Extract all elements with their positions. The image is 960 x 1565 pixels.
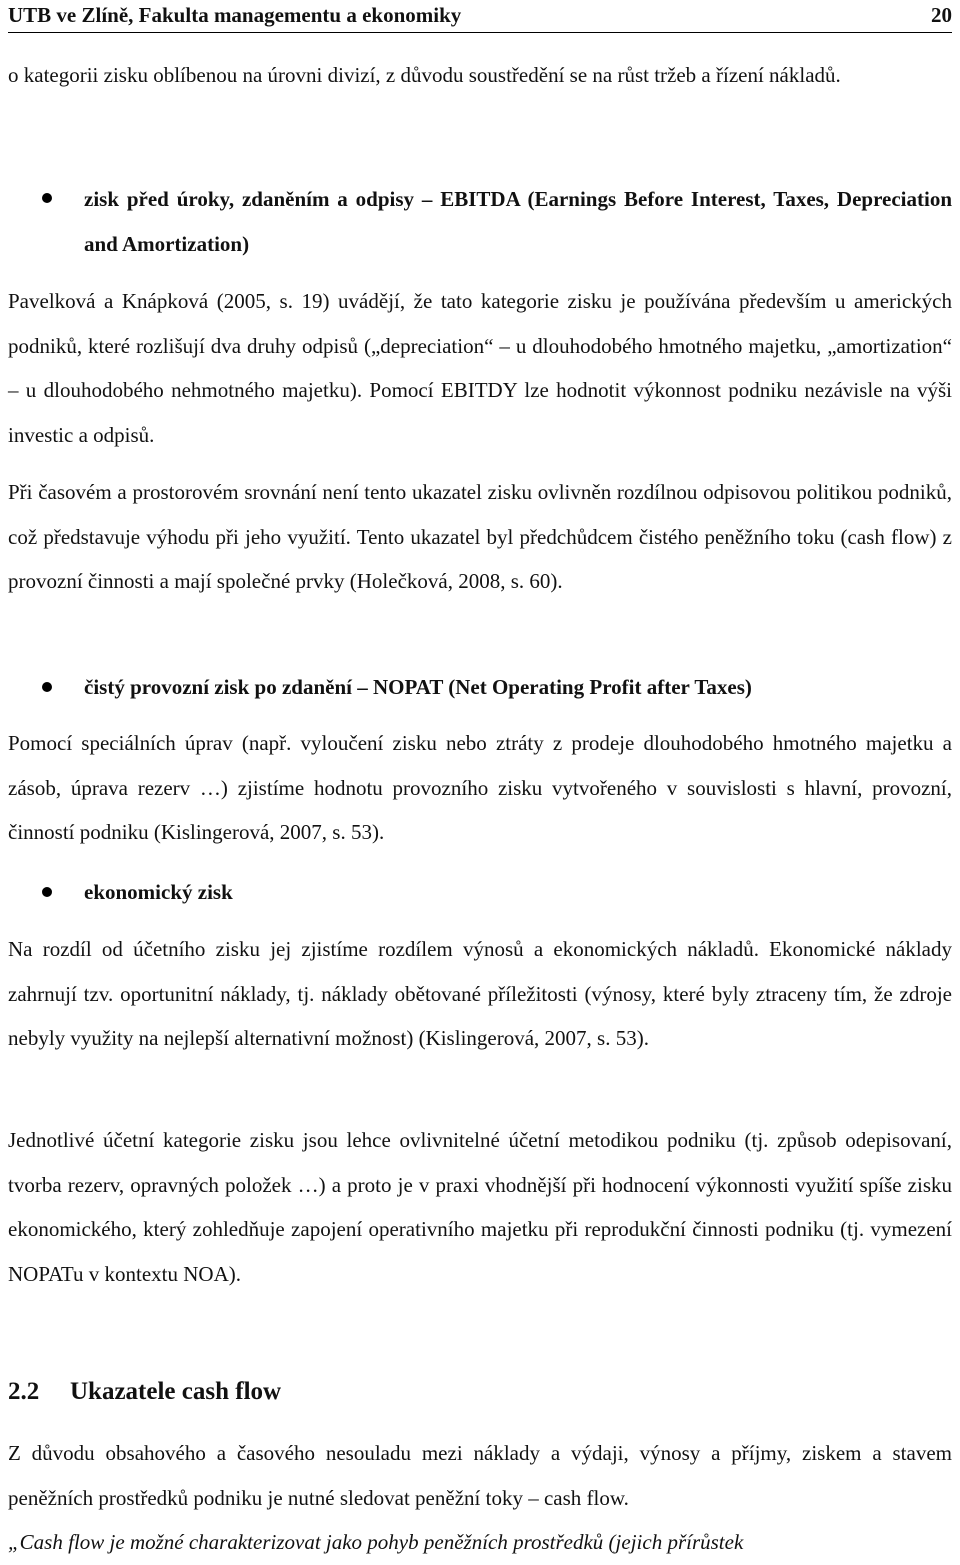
paragraph-1: o kategorii zisku oblíbenou na úrovni divizí, z důvodu soustředění se na růst tržeb a řízení nákladů. bbox=[8, 63, 841, 87]
paragraph-5: Na rozdíl od účetního zisku jej zjistíme rozdílem výnosů a ekonomických nákladů. Ekonomické náklady zahrnují tzv. oportunitní náklady, tj. náklady obětované příležitosti (výnosy, které byly ztraceny tím, že zdroje nebyly využity na nejlepší alternativní možnost) (Kislingerová, 2007, s. 53). bbox=[8, 937, 952, 1050]
page-header bbox=[8, 0, 952, 30]
bullet-ebitda: zisk před úroky, zdaněním a odpisy – EBITDA (Earnings Before Interest, Taxes, Depreciation and Amortization) bbox=[84, 187, 952, 256]
section-heading bbox=[8, 1370, 281, 1414]
bullet-icon bbox=[42, 682, 52, 692]
header-rule bbox=[8, 32, 952, 33]
header-title: UTB ve Zlíně, Fakulta managementu a ekonomiky bbox=[8, 2, 462, 27]
page-number: 20 bbox=[931, 2, 952, 27]
bullet-icon bbox=[42, 193, 52, 203]
paragraph-7: Z důvodu obsahového a časového nesouladu mezi náklady a výdaji, výnosy a příjmy, ziskem a stavem peněžních prostředků podniku je nutné sledovat peněžní toky – cash flow. bbox=[8, 1441, 952, 1510]
bullet-economic-profit: ekonomický zisk bbox=[84, 880, 233, 904]
paragraph-6: Jednotlivé účetní kategorie zisku jsou lehce ovlivnitelné účetní metodikou podniku (tj. způsob odepisovaní, tvorba rezerv, opravných položek …) a proto je v praxi vhodnější při hodnocení výkonnosti využití spíše zisku ekonomického, který zohledňuje zapojení operativního majetku při reprodukční činnosti podniku (tj. vymezení NOPATu v kontextu NOA). bbox=[8, 1128, 952, 1286]
section-number: 2.2 bbox=[8, 1378, 40, 1405]
bullet-icon bbox=[42, 887, 52, 897]
paragraph-4: Pomocí speciálních úprav (např. vyloučení zisku nebo ztráty z prodeje dlouhodobého hmotného majetku a zásob, úprava rezerv …) zjistíme hodnotu provozního zisku vytvořeného v souvislosti s hlavní, provozní, činností podniku (Kislingerová, 2007, s. 53). bbox=[8, 731, 952, 844]
paragraph-2: Pavelková a Knápková (2005, s. 19) uvádějí, že tato kategorie zisku je používána především u amerických podniků, které rozlišují dva druhy odpisů („depreciation“ – u dlouhodobého hmotného majetku, „amortization“ – u dlouhodobého nehmotného majetku). Pomocí EBITDY lze hodnotit výkonnost podniku nezávisle na výši investic a odpisů. bbox=[8, 289, 952, 447]
paragraph-3: Při časovém a prostorovém srovnání není tento ukazatel zisku ovlivněn rozdílnou odpisovou politikou podniků, což představuje výhodu při jeho využití. Tento ukazatel byl předchůdcem čistého peněžního toku (cash flow) z provozní činnosti a mají společné prvky (Holečková, 2008, s. 60). bbox=[8, 480, 952, 593]
bullet-nopat: čistý provozní zisk po zdanění – NOPAT (Net Operating Profit after Taxes) bbox=[84, 675, 752, 699]
section-title: Ukazatele cash flow bbox=[70, 1378, 282, 1405]
paragraph-8-quote: „Cash flow je možné charakterizovat jako pohyb peněžních prostředků (jejich přírůstek bbox=[8, 1530, 744, 1554]
